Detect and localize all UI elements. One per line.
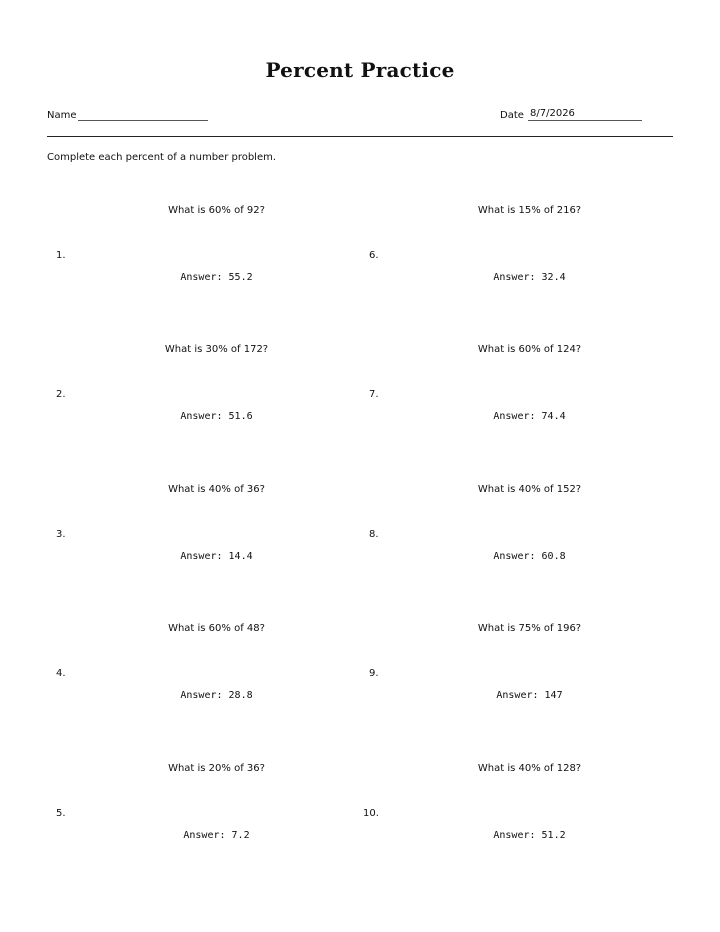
problem-3 — [56, 484, 373, 623]
problem-number: 7. — [369, 389, 379, 400]
problem-answer: Answer: 60.8 — [493, 551, 566, 562]
problem-5 — [56, 763, 373, 902]
problem-number: 4. — [56, 668, 66, 679]
problem-answer: Answer: 147 — [496, 690, 563, 701]
problem-4 — [56, 623, 373, 762]
problem-number: 1. — [56, 250, 66, 261]
problem-question: What is 60% of 124? — [477, 344, 582, 355]
date-field[interactable] — [528, 120, 642, 121]
problem-number: 2. — [56, 389, 66, 400]
problem-question: What is 60% of 92? — [168, 205, 265, 216]
problem-question: What is 40% of 128? — [477, 763, 582, 774]
problem-8 — [369, 484, 686, 623]
date-value: 8/7/2026 — [530, 108, 575, 119]
problem-answer: Answer: 51.2 — [493, 830, 566, 841]
problem-answer: Answer: 32.4 — [493, 272, 566, 283]
problem-1 — [56, 205, 373, 344]
name-label: Name — [47, 110, 77, 121]
name-field[interactable] — [78, 120, 208, 121]
problem-9 — [369, 623, 686, 762]
problem-question: What is 30% of 172? — [164, 344, 269, 355]
problem-number: 9. — [369, 668, 379, 679]
header-divider — [47, 136, 673, 137]
problem-number: 5. — [56, 808, 66, 819]
problem-question: What is 60% of 48? — [168, 623, 265, 634]
problem-number: 8. — [369, 529, 379, 540]
instructions: Complete each percent of a number problem. — [47, 152, 277, 163]
worksheet-title: Percent Practice — [265, 58, 455, 82]
problem-answer: Answer: 28.8 — [180, 690, 253, 701]
date-label: Date — [500, 110, 524, 121]
problem-number: 10. — [363, 808, 379, 819]
problem-2 — [56, 344, 373, 483]
problem-answer: Answer: 14.4 — [180, 551, 253, 562]
problem-question: What is 20% of 36? — [168, 763, 265, 774]
problem-answer: Answer: 74.4 — [493, 411, 566, 422]
problem-6 — [369, 205, 686, 344]
problem-question: What is 75% of 196? — [477, 623, 582, 634]
problem-answer: Answer: 51.6 — [180, 411, 253, 422]
problem-answer: Answer: 7.2 — [183, 830, 250, 841]
problem-10 — [363, 763, 686, 902]
problem-answer: Answer: 55.2 — [180, 272, 253, 283]
problem-7 — [369, 344, 686, 483]
problem-number: 3. — [56, 529, 66, 540]
problem-number: 6. — [369, 250, 379, 261]
problem-question: What is 15% of 216? — [477, 205, 582, 216]
problem-question: What is 40% of 36? — [168, 484, 265, 495]
problem-question: What is 40% of 152? — [477, 484, 582, 495]
